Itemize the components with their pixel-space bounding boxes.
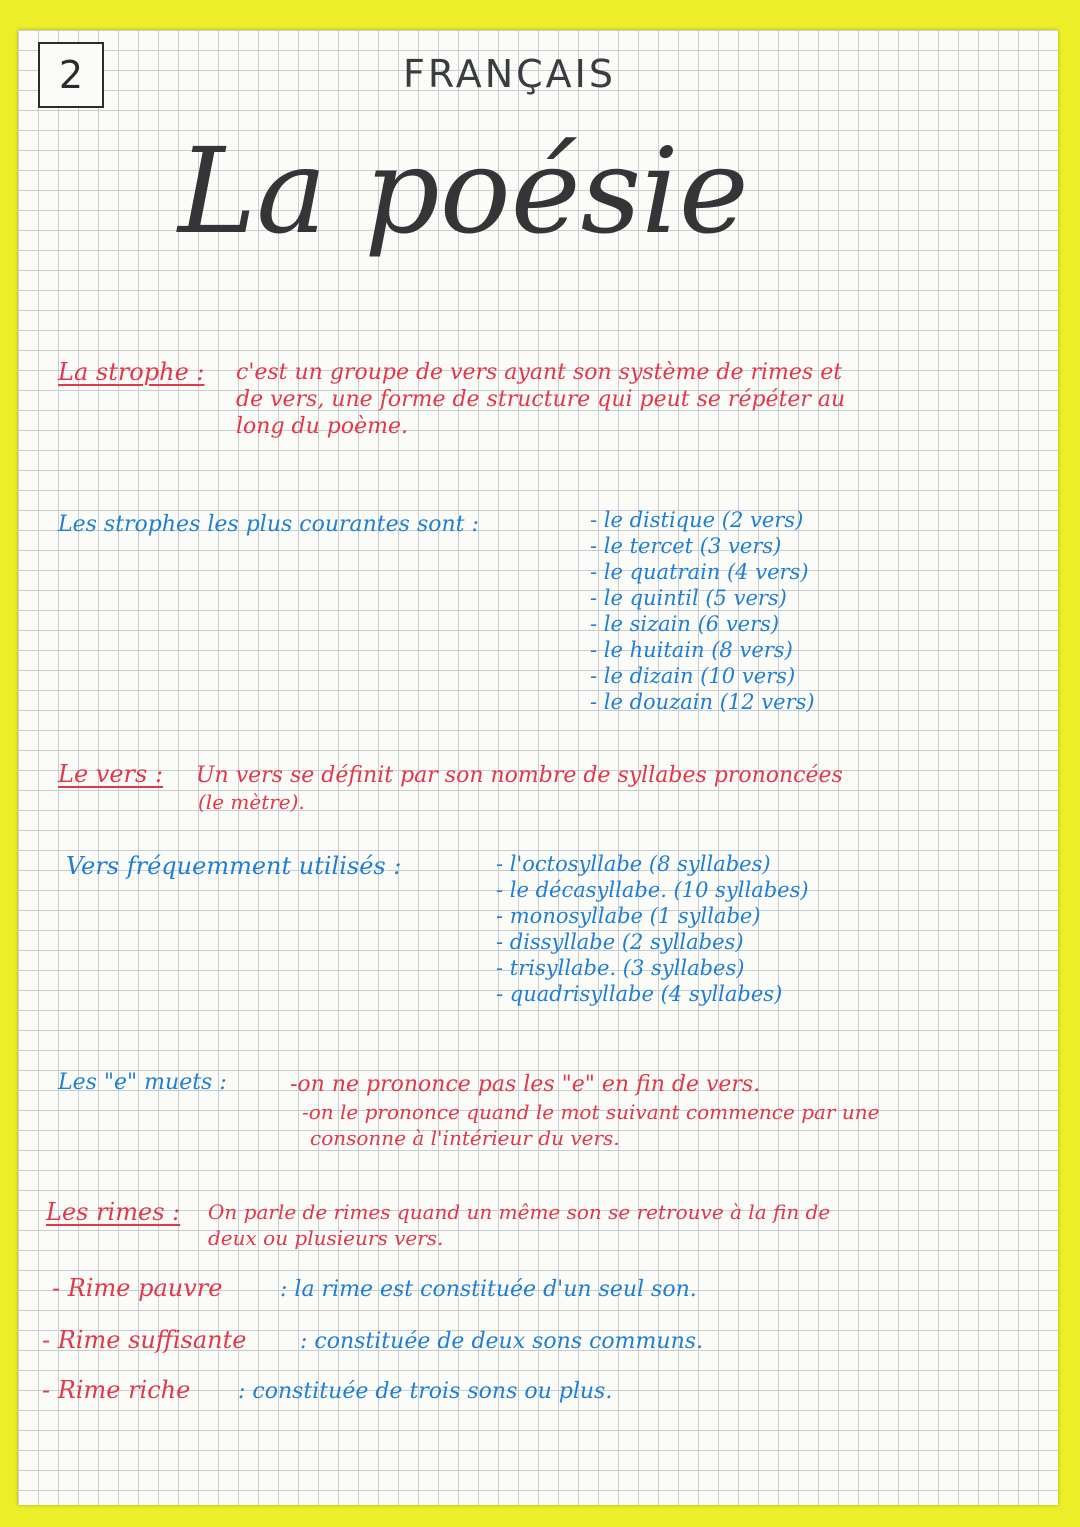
page-title: La poésie [178,122,749,260]
vers-item: - le décasyllabe. (10 syllabes) [496,878,809,902]
rimes-label: Les rimes : [46,1198,181,1226]
strophe-item: - le douzain (12 vers) [590,690,815,714]
vers-item: - quadrisyllabe (4 syllabes) [496,982,783,1006]
rimes-line-1: On parle de rimes quand un même son se retrouve à la fin de [208,1200,831,1224]
e-muets-line-1: -on ne prononce pas les "e" en fin de vers. [290,1072,761,1097]
rime-type-name: - Rime pauvre [52,1274,223,1302]
strophe-line-1: c'est un groupe de vers ayant son système de rimes et [236,360,843,385]
rimes-line-2: deux ou plusieurs vers. [208,1226,444,1250]
rime-type-name: - Rime suffisante [42,1326,247,1354]
strophe-item: - le distique (2 vers) [590,508,804,532]
strophe-item: - le sizain (6 vers) [590,612,780,636]
vers-item: - monosyllabe (1 syllabe) [496,904,761,928]
vers-item: - trisyllabe. (3 syllabes) [496,956,745,980]
strophe-line-2: de vers, une forme de structure qui peut se répéter au [236,387,846,412]
e-muets-line-2: -on le prononce quand le mot suivant commence par une [302,1100,880,1124]
e-muets-label: Les "e" muets : [58,1070,227,1095]
vers-line-1: Un vers se définit par son nombre de syllabes prononcées [196,763,843,788]
page-number: 2 [38,42,104,108]
vers-item: - l'octosyllabe (8 syllabes) [496,852,771,876]
vers-label: Le vers : [58,760,164,788]
subject-heading: FRANÇAIS [403,52,616,96]
strophe-item: - le tercet (3 vers) [590,534,782,558]
strophes-list-label: Les strophes les plus courantes sont : [58,512,479,537]
strophe-item: - le dizain (10 vers) [590,664,796,688]
strophe-item: - le quatrain (4 vers) [590,560,809,584]
e-muets-line-3: consonne à l'intérieur du vers. [310,1126,620,1150]
rime-type-desc: : constituée de trois sons ou plus. [238,1379,613,1404]
vers-line-2: (le mètre). [198,790,305,814]
strophe-item: - le quintil (5 vers) [590,586,787,610]
rime-type-desc: : constituée de deux sons communs. [300,1329,704,1354]
strophe-line-3: long du poème. [236,414,408,439]
notebook-page [18,30,1058,1505]
strophe-label: La strophe : [58,358,205,386]
rime-type-desc: : la rime est constituée d'un seul son. [280,1277,697,1302]
rime-type-name: - Rime riche [42,1376,191,1404]
strophe-item: - le huitain (8 vers) [590,638,793,662]
vers-list-label: Vers fréquemment utilisés : [66,852,402,880]
vers-item: - dissyllabe (2 syllabes) [496,930,744,954]
